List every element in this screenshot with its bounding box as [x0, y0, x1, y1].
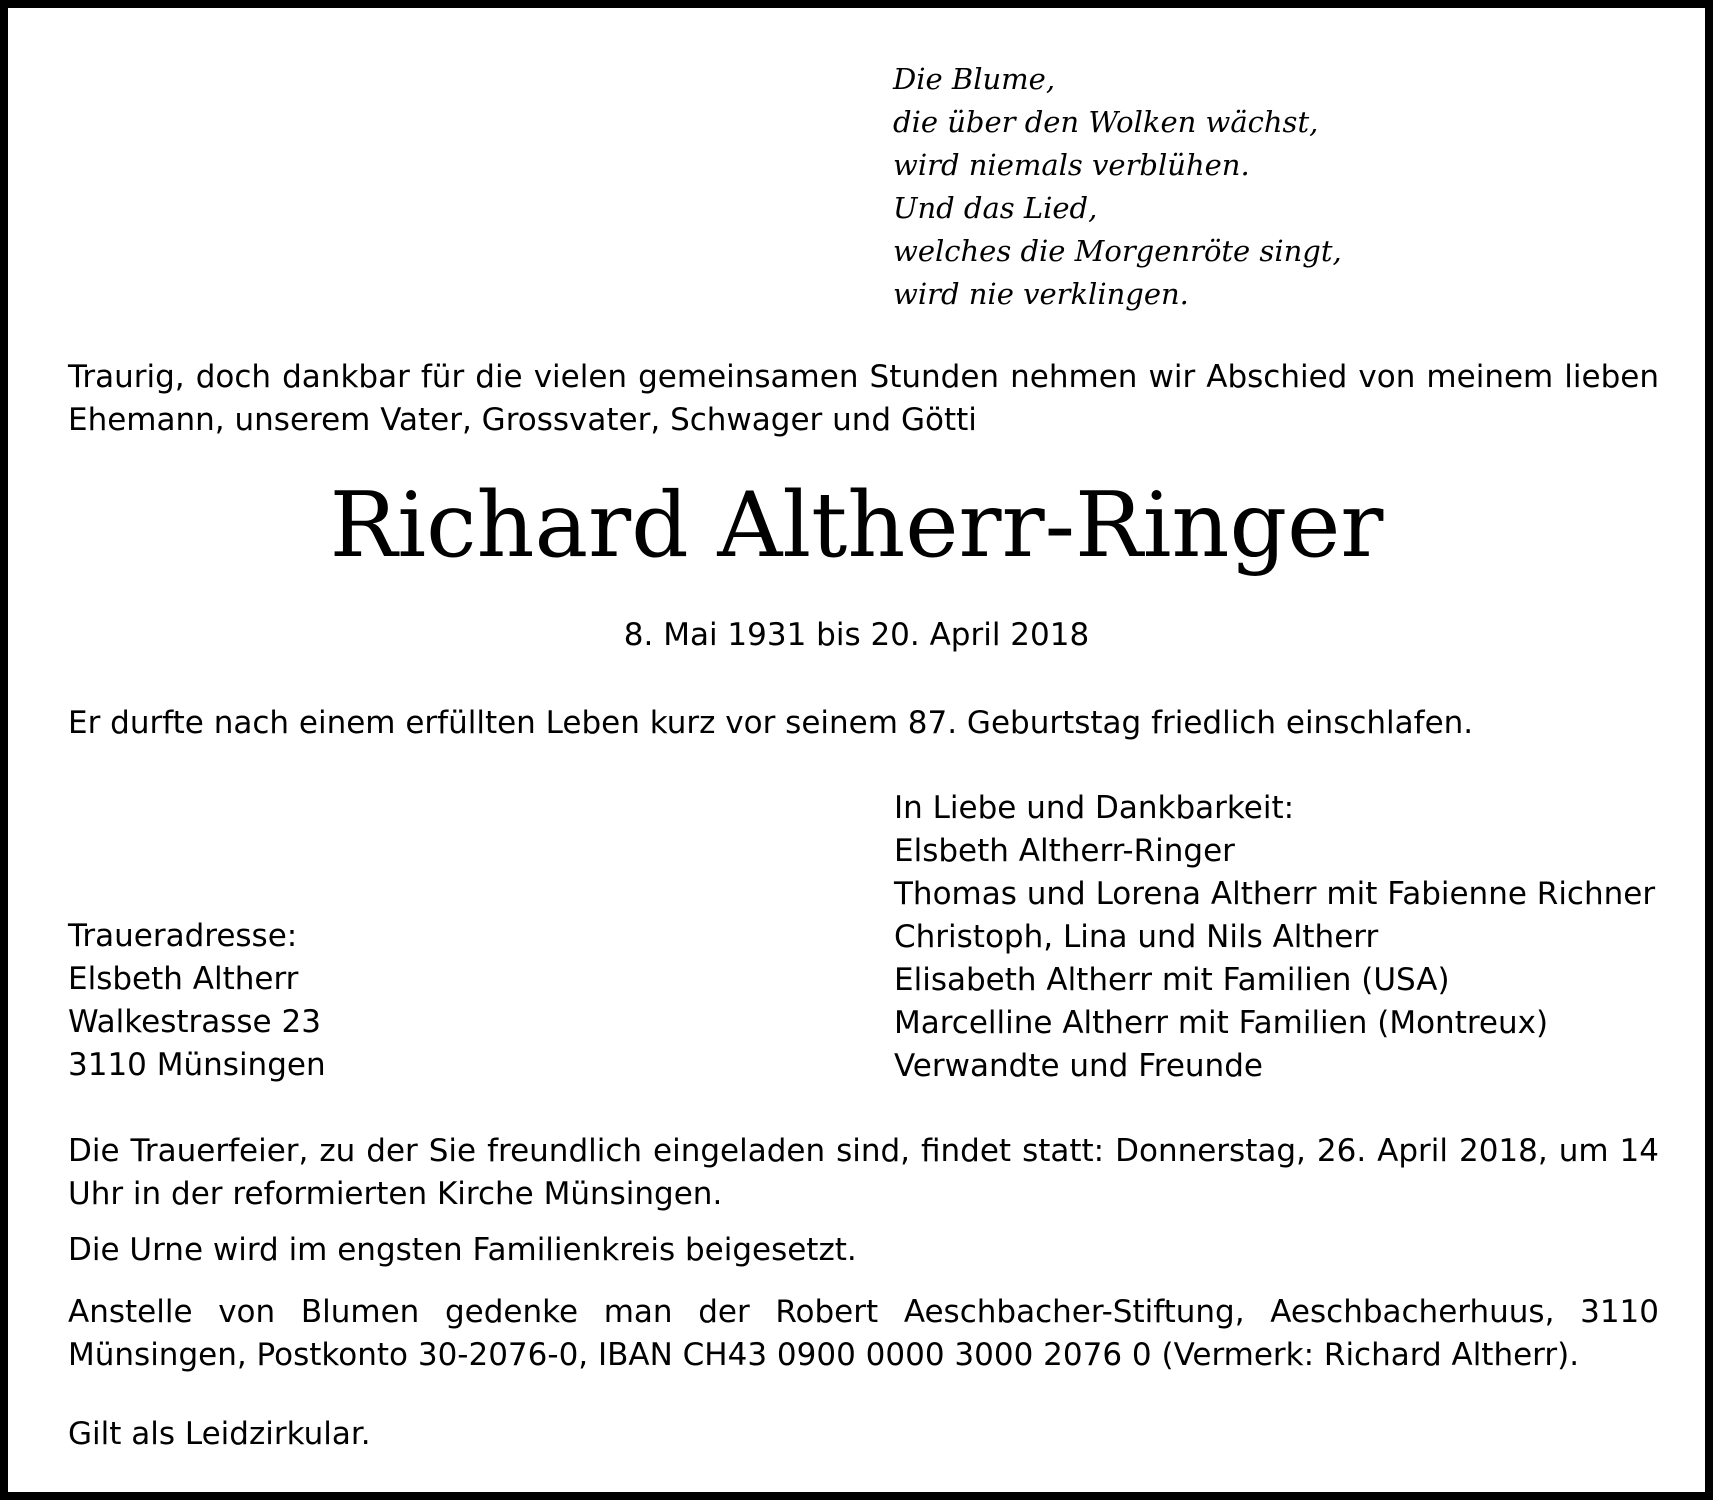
intro-paragraph: Traurig, doch dankbar für die vielen gemeinsamen Stunden nehmen wir Abschied von meinem lieben Ehemann, unserem Vater, Grossvater, Schwager und Götti	[68, 359, 1659, 438]
urn-text: Die Urne wird im engsten Familienkreis beigesetzt.	[68, 1232, 857, 1268]
poem	[893, 58, 1342, 316]
family-heading: In Liebe und Dankbarkeit:	[894, 790, 1295, 826]
family-member: Marcelline Altherr mit Familien (Montreux)	[894, 1005, 1549, 1041]
circular-note: Gilt als Leidzirkular.	[68, 1416, 371, 1452]
mourning-address	[68, 915, 326, 1087]
family-member: Thomas und Lorena Altherr mit Fabienne Richner	[894, 876, 1656, 912]
deceased-name: Richard Altherr-Ringer	[329, 473, 1384, 578]
donation-text: Anstelle von Blumen gedenke man der Robert Aeschbacher-Stiftung, Aeschbacherhuus, 3110 Münsingen, Postkonto 30-2076-0, IBAN CH43 0900 0000 3000 2076 0 (Vermerk: Richard Altherr).	[68, 1294, 1659, 1373]
funeral-service-text: Die Trauerfeier, zu der Sie freundlich eingeladen sind, findet statt: Donnerstag, 26. April 2018, um 14 Uhr in der reformierten Kirche Münsingen.	[68, 1133, 1659, 1212]
family-member: Elsbeth Altherr-Ringer	[894, 833, 1235, 869]
poem-line: wird nie verklingen.	[893, 277, 1189, 311]
poem-line: Und das Lied,	[893, 191, 1098, 225]
family-member: Christoph, Lina und Nils Altherr	[894, 919, 1379, 955]
address-city: 3110 Münsingen	[68, 1047, 326, 1083]
address-name: Elsbeth Altherr	[68, 961, 299, 997]
family-list	[894, 787, 1655, 1088]
address-street: Walkestrasse 23	[68, 1004, 321, 1040]
poem-line: Die Blume,	[893, 62, 1056, 96]
poem-line: die über den Wolken wächst,	[893, 105, 1319, 139]
poem-line: welches die Morgenröte singt,	[893, 234, 1342, 268]
family-member: Verwandte und Freunde	[894, 1048, 1263, 1084]
life-dates: 8. Mai 1931 bis 20. April 2018	[623, 617, 1090, 653]
poem-line: wird niemals verblühen.	[893, 148, 1250, 182]
address-label: Traueradresse:	[68, 918, 298, 954]
passing-sentence: Er durfte nach einem erfüllten Leben kurz vor seinem 87. Geburtstag friedlich einschlafen.	[68, 705, 1474, 741]
family-member: Elisabeth Altherr mit Familien (USA)	[894, 962, 1450, 998]
